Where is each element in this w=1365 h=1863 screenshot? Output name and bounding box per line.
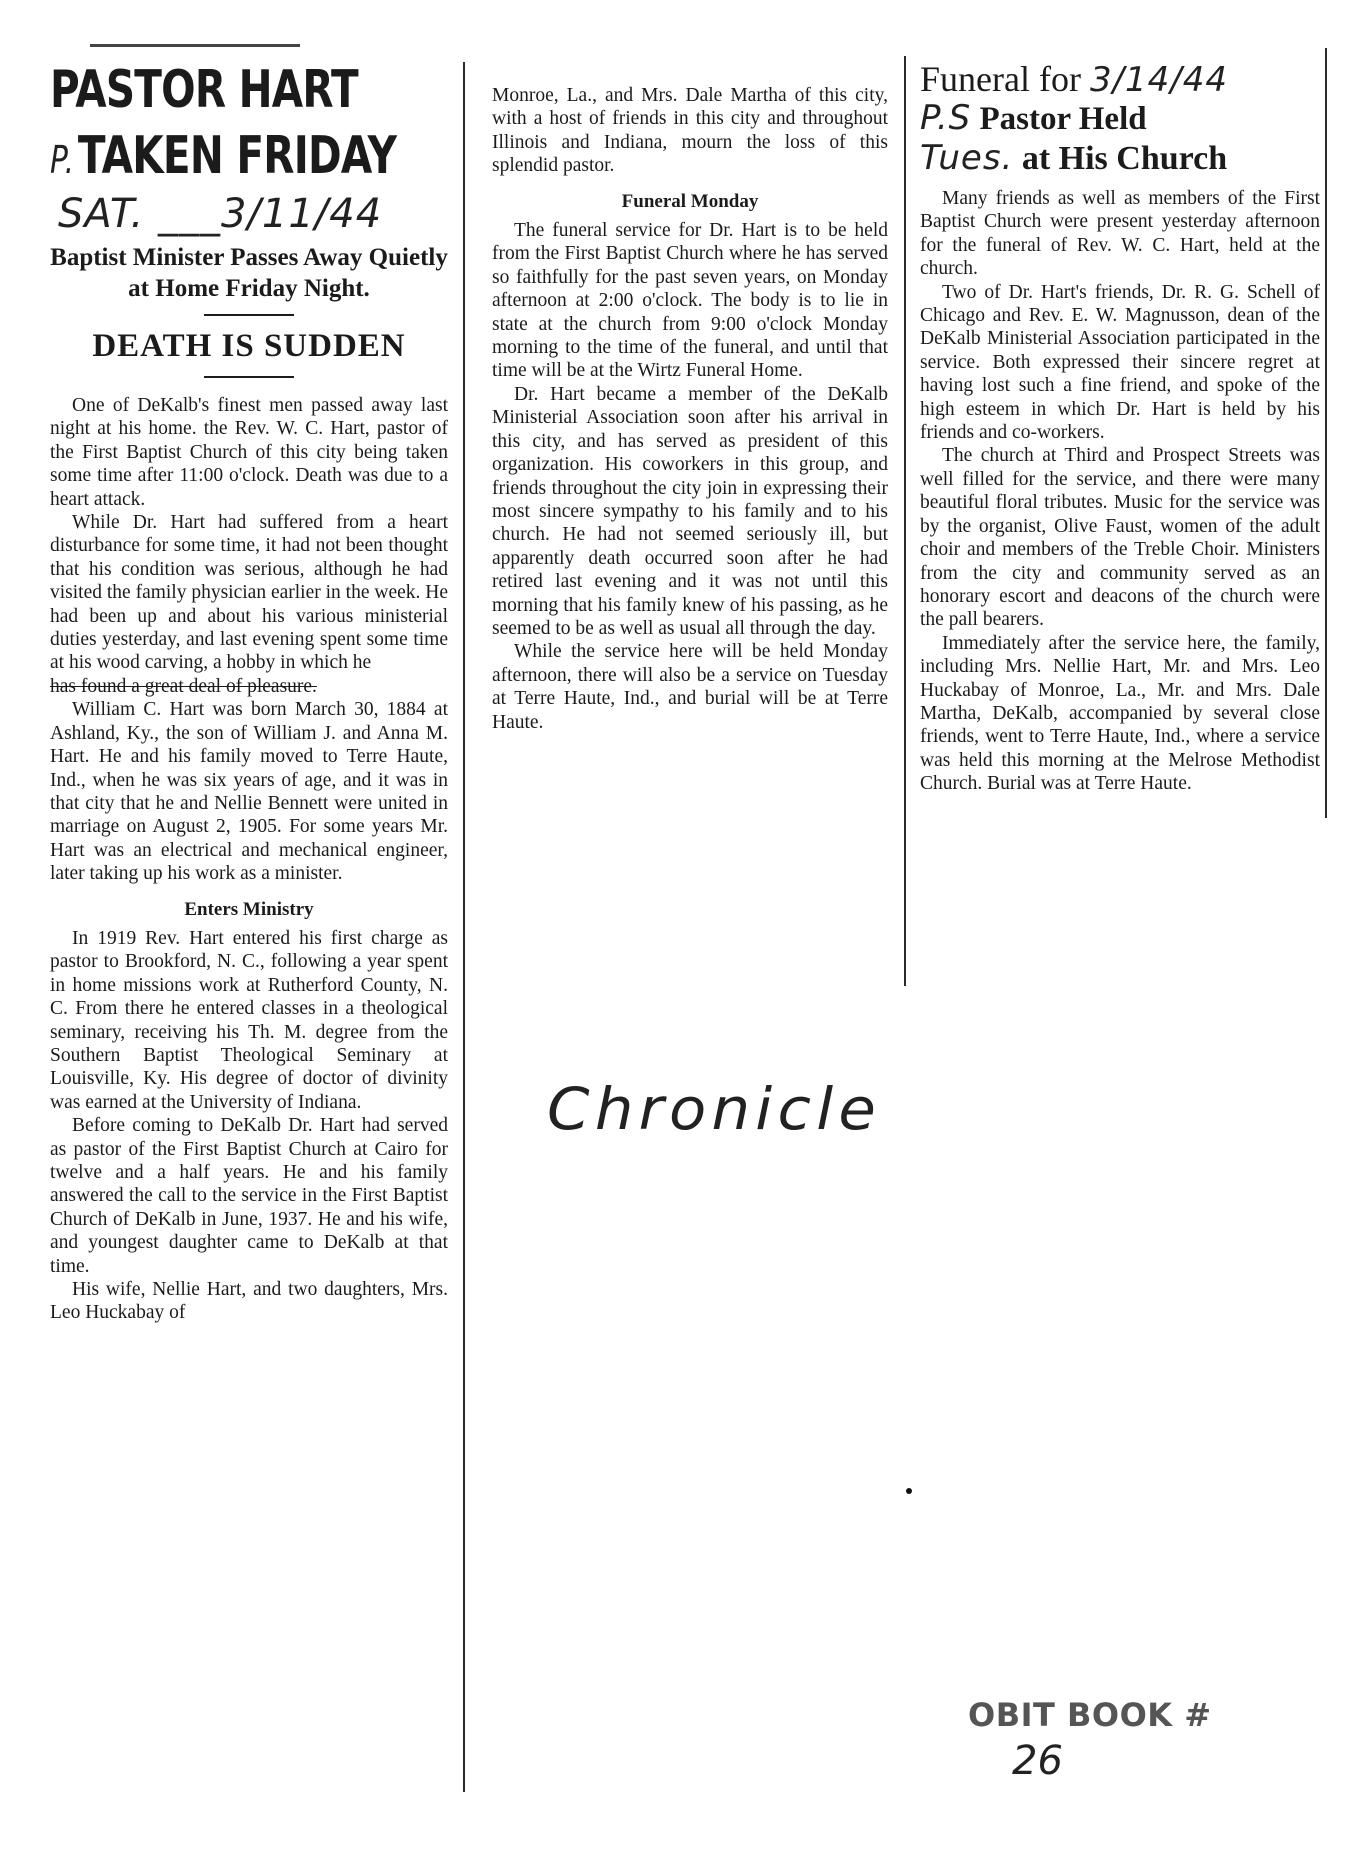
- headline-line-2-text: TAKEN FRIDAY: [77, 126, 397, 186]
- paragraph: Dr. Hart became a member of the DeKalb Ministerial Association soon after his arrival in this city, and has served as president of this organization. His coworkers in this group, and friends throughout the city join in expressing their most sincere sympathy to his family and to his church. He had not seemed seriously ill, but apparently death occurred soon after he had retired last evening and it was not until this morning that his family knew of his passing, as he seemed to be as well as usual all through the day.: [492, 383, 888, 639]
- deck-divider: [204, 314, 294, 316]
- article-column-3: [920, 60, 1320, 796]
- subhead-funeral-monday: Funeral Monday: [621, 190, 759, 212]
- paragraph: While the service here will be held Monday afternoon, there will also be a service on Tuesday at Terre Haute, Ind., and burial will be at Terre Haute.: [492, 641, 888, 733]
- paragraph: Immediately after the service here, the family, including Mrs. Nellie Hart, Mr. and Mrs. Leo Huckabay of Monroe, La., Mr. and Mrs. Dale Martha, DeKalb, accompanied by several close friends, went to Terre Haute, Ind., where a service was held this morning at the Melrose Methodist Church. Burial was at Terre Haute.: [920, 632, 1320, 795]
- headline3-line-1: [920, 60, 1320, 99]
- paragraph: Two of Dr. Hart's friends, Dr. R. G. Schell of Chicago and Rev. E. W. Magnusson, dean of the DeKalb Ministerial Association participated in the service. Both expressed their sincere regret at having lost such a fine friend, and spoke of the high esteem in which Dr. Hart is held by his friends and co-workers.: [920, 281, 1320, 444]
- paragraph: While Dr. Hart had suffered from a heart disturbance for some time, it had not been thought that his condition was serious, although he had visited the family physician earlier in the week. He had been up and about his various ministerial duties yesterday, and last evening spent some time at his wood carving, a hobby in which he: [50, 512, 448, 674]
- deck-divider-2: [204, 376, 294, 378]
- paragraph: Before coming to DeKalb Dr. Hart had served as pastor of the First Baptist Church at Cairo for twelve and a half years. He and his family answered the call to the service in the First Baptist Church of DeKalb in June, 1937. He and his wife, and youngest daughter came to DeKalb at that time.: [50, 1115, 448, 1277]
- handwritten-date: 3/14/44: [1089, 60, 1229, 100]
- obit-book-label: OBIT BOOK #: [968, 1696, 1212, 1734]
- subhead-enters-ministry: Enters Ministry: [184, 898, 314, 920]
- article-column-2: [492, 84, 888, 734]
- paragraph: One of DeKalb's finest men passed away last night at his home. the Rev. W. C. Hart, pastor of the First Baptist Church of this city being taken some time after 11:00 o'clock. Death was due to a heart attack.: [50, 395, 448, 510]
- paragraph: Many friends as well as members of the First Baptist Church were present yesterday afternoon for the funeral of Rev. W. C. Hart, held at the church.: [920, 188, 1320, 280]
- paragraph: In 1919 Rev. Hart entered his first charge as pastor to Brookford, N. C., following a year spent in home missions work at Rutherford County, N. C. From there he entered classes in a theological seminary, receiving his Th. M. degree from the Southern Baptist Theological Seminary at Louisville, Ky. His degree of doctor of divinity was earned at the University of Indiana.: [50, 927, 448, 1113]
- headline3-line-1-text: Funeral for: [920, 59, 1081, 99]
- handwritten-prefix: P.: [50, 138, 75, 182]
- top-edge-mark: [90, 44, 300, 47]
- handwritten-ps: P.S: [920, 98, 972, 138]
- headline3-line-2-text: Pastor Held: [979, 101, 1147, 137]
- handwritten-tues: Tues.: [920, 138, 1014, 178]
- paragraph: The funeral service for Dr. Hart is to be held from the First Baptist Church where he has served so faithfully for the past seven years, on Monday afternoon at 2:00 o'clock. The body is to lie in state at the church from 9:00 o'clock Monday morning to the time of the funeral, and until that time will be at the Wirtz Funeral Home.: [492, 220, 888, 382]
- ink-dot: [906, 1488, 912, 1494]
- obit-book-number: 26: [1012, 1738, 1063, 1784]
- paragraph: The church at Third and Prospect Streets was well filled for the service, and there were many beautiful floral tributes. Music for the service was by the organist, Olive Faust, women of the adult choir and members of the Treble Choir. Ministers from the city and community served as an honorary escort and deacons of the church were the pall bearers.: [920, 445, 1320, 631]
- headline3-line-2: [920, 99, 1320, 138]
- column-rule-right: [904, 56, 906, 986]
- paragraph: William C. Hart was born March 30, 1884 at Ashland, Ky., the son of William J. and Anna M. Hart. He and his family moved to Terre Haute, Ind., when he was six years of age, and it was in that city that he and Nellie Bennett were united in marriage on August 2, 1905. For some years Mr. Hart was an electrical and mechanical engineer, later taking up his work as a minister.: [50, 699, 448, 885]
- column-rule-far-right: [1325, 48, 1327, 818]
- headline3-line-3-text: at His Church: [1021, 140, 1228, 177]
- handwritten-chronicle: Chronicle: [547, 1075, 882, 1143]
- handwritten-date: SAT. ___3/11/44: [58, 191, 383, 237]
- headline-line-1: PASTOR HART: [50, 60, 358, 120]
- headline-death-is-sudden: DEATH IS SUDDEN: [92, 328, 406, 364]
- struck-line: [50, 675, 448, 698]
- column-rule-left: [463, 62, 465, 1792]
- article-column-1: [50, 58, 448, 1325]
- paragraph: Monroe, La., and Mrs. Dale Martha of this city, with a host of friends in this city and throughout Illinois and Indiana, mourn the loss of this splendid pastor.: [492, 85, 888, 177]
- paragraph: His wife, Nellie Hart, and two daughters, Mrs. Leo Huckabay of: [50, 1279, 448, 1324]
- headline3-line-3: [920, 138, 1320, 179]
- headline-deck: Baptist Minister Passes Away Quietly at Home Friday Night.: [50, 244, 448, 302]
- headline-line-2: [50, 124, 397, 192]
- struck-text: has found a great deal of pleasure.: [50, 675, 317, 697]
